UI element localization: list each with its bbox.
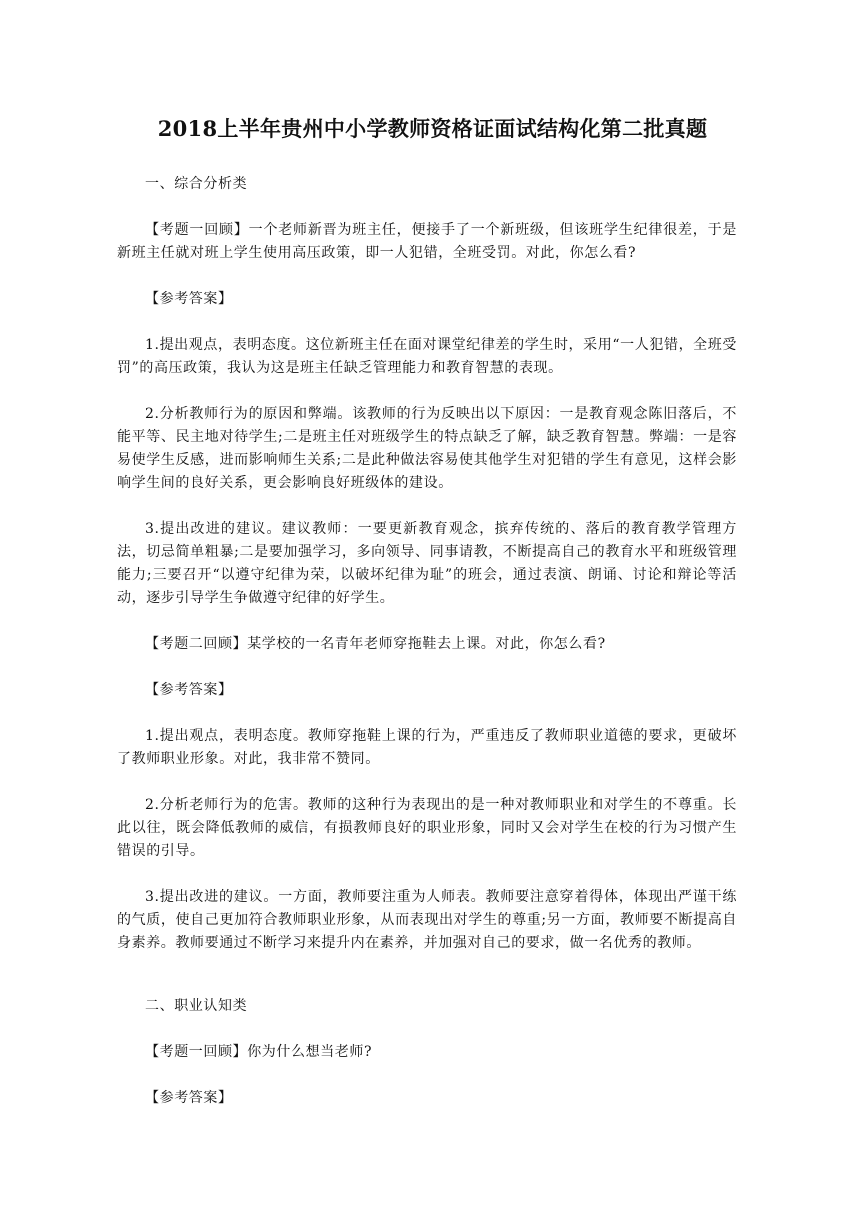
answer-point-3: 3.提出改进的建议。一方面，教师要注重为人师表。教师要注意穿着得体，体现出严谨干练的气质，使自己更加符合教师职业形象，从而表现出对学生的尊重;另一方面，教师要不断提高自身素养。教师要通过不断学习来提升内在素养，并加强对自己的要求，做一名优秀的教师。 [117,889,737,951]
answer-point-3: 3.提出改进的建议。建议教师：一要更新教育观念，摈弃传统的、落后的教育教学管理方法，切忌简单粗暴;二是要加强学习，多向领导、同事请教，不断提高自己的教育水平和班级管理能力;三要召开“以遵守纪律为荣，以破坏纪律为耻”的班会，通过表演、朗诵、讨论和辩论等活动，逐步引导学生争做遵守纪律的好学生。 [117,521,737,606]
document-title: 2018上半年贵州中小学教师资格证面试结构化第二批真题 [157,116,708,141]
answer-point-2: 2.分析教师行为的原因和弊端。该教师的行为反映出以下原因：一是教育观念陈旧落后，不能平等、民主地对待学生;二是班主任对班级学生的特点缺乏了解，缺乏教育智慧。弊端：一是容易使学生反感，进而影响师生关系;二是此种做法容易使其他学生对犯错的学生有意见，这样会影响学生间的良好关系，更会影响良好班级体的建设。 [117,406,737,491]
answer-point-1: 1.提出观点，表明态度。这位新班主任在面对课堂纪律差的学生时，采用“一人犯错，全班受罚”的高压政策，我认为这是班主任缺乏管理能力和教育智慧的表现。 [117,337,737,376]
reference-answer-label: 【参考答案】 [145,682,233,698]
answer-point-2: 2.分析老师行为的危害。教师的这种行为表现出的是一种对教师职业和对学生的不尊重。长此以往，既会降低教师的威信，有损教师良好的职业形象，同时又会对学生在校的行为习惯产生错误的引导。 [117,797,737,859]
reference-answer-label: 【参考答案】 [145,291,233,307]
question-one-recap: 【考题一回顾】你为什么想当老师? [145,1044,373,1060]
question-one-recap: 【考题一回顾】一个老师新晋为班主任，便接手了一个新班级，但该班学生纪律很差，于是新班主任就对班上学生使用高压政策，即一人犯错，全班受罚。对此，你怎么看? [117,222,737,261]
section-heading-career-cognition: 二、职业认知类 [145,998,248,1014]
answer-point-1: 1.提出观点，表明态度。教师穿拖鞋上课的行为，严重违反了教师职业道德的要求，更破坏了教师职业形象。对此，我非常不赞同。 [117,728,737,767]
reference-answer-label: 【参考答案】 [145,1090,233,1106]
question-two-recap: 【考题二回顾】某学校的一名青年老师穿拖鞋去上课。对此，你怎么看? [145,636,606,652]
section-heading-comprehensive-analysis: 一、综合分析类 [145,176,248,192]
